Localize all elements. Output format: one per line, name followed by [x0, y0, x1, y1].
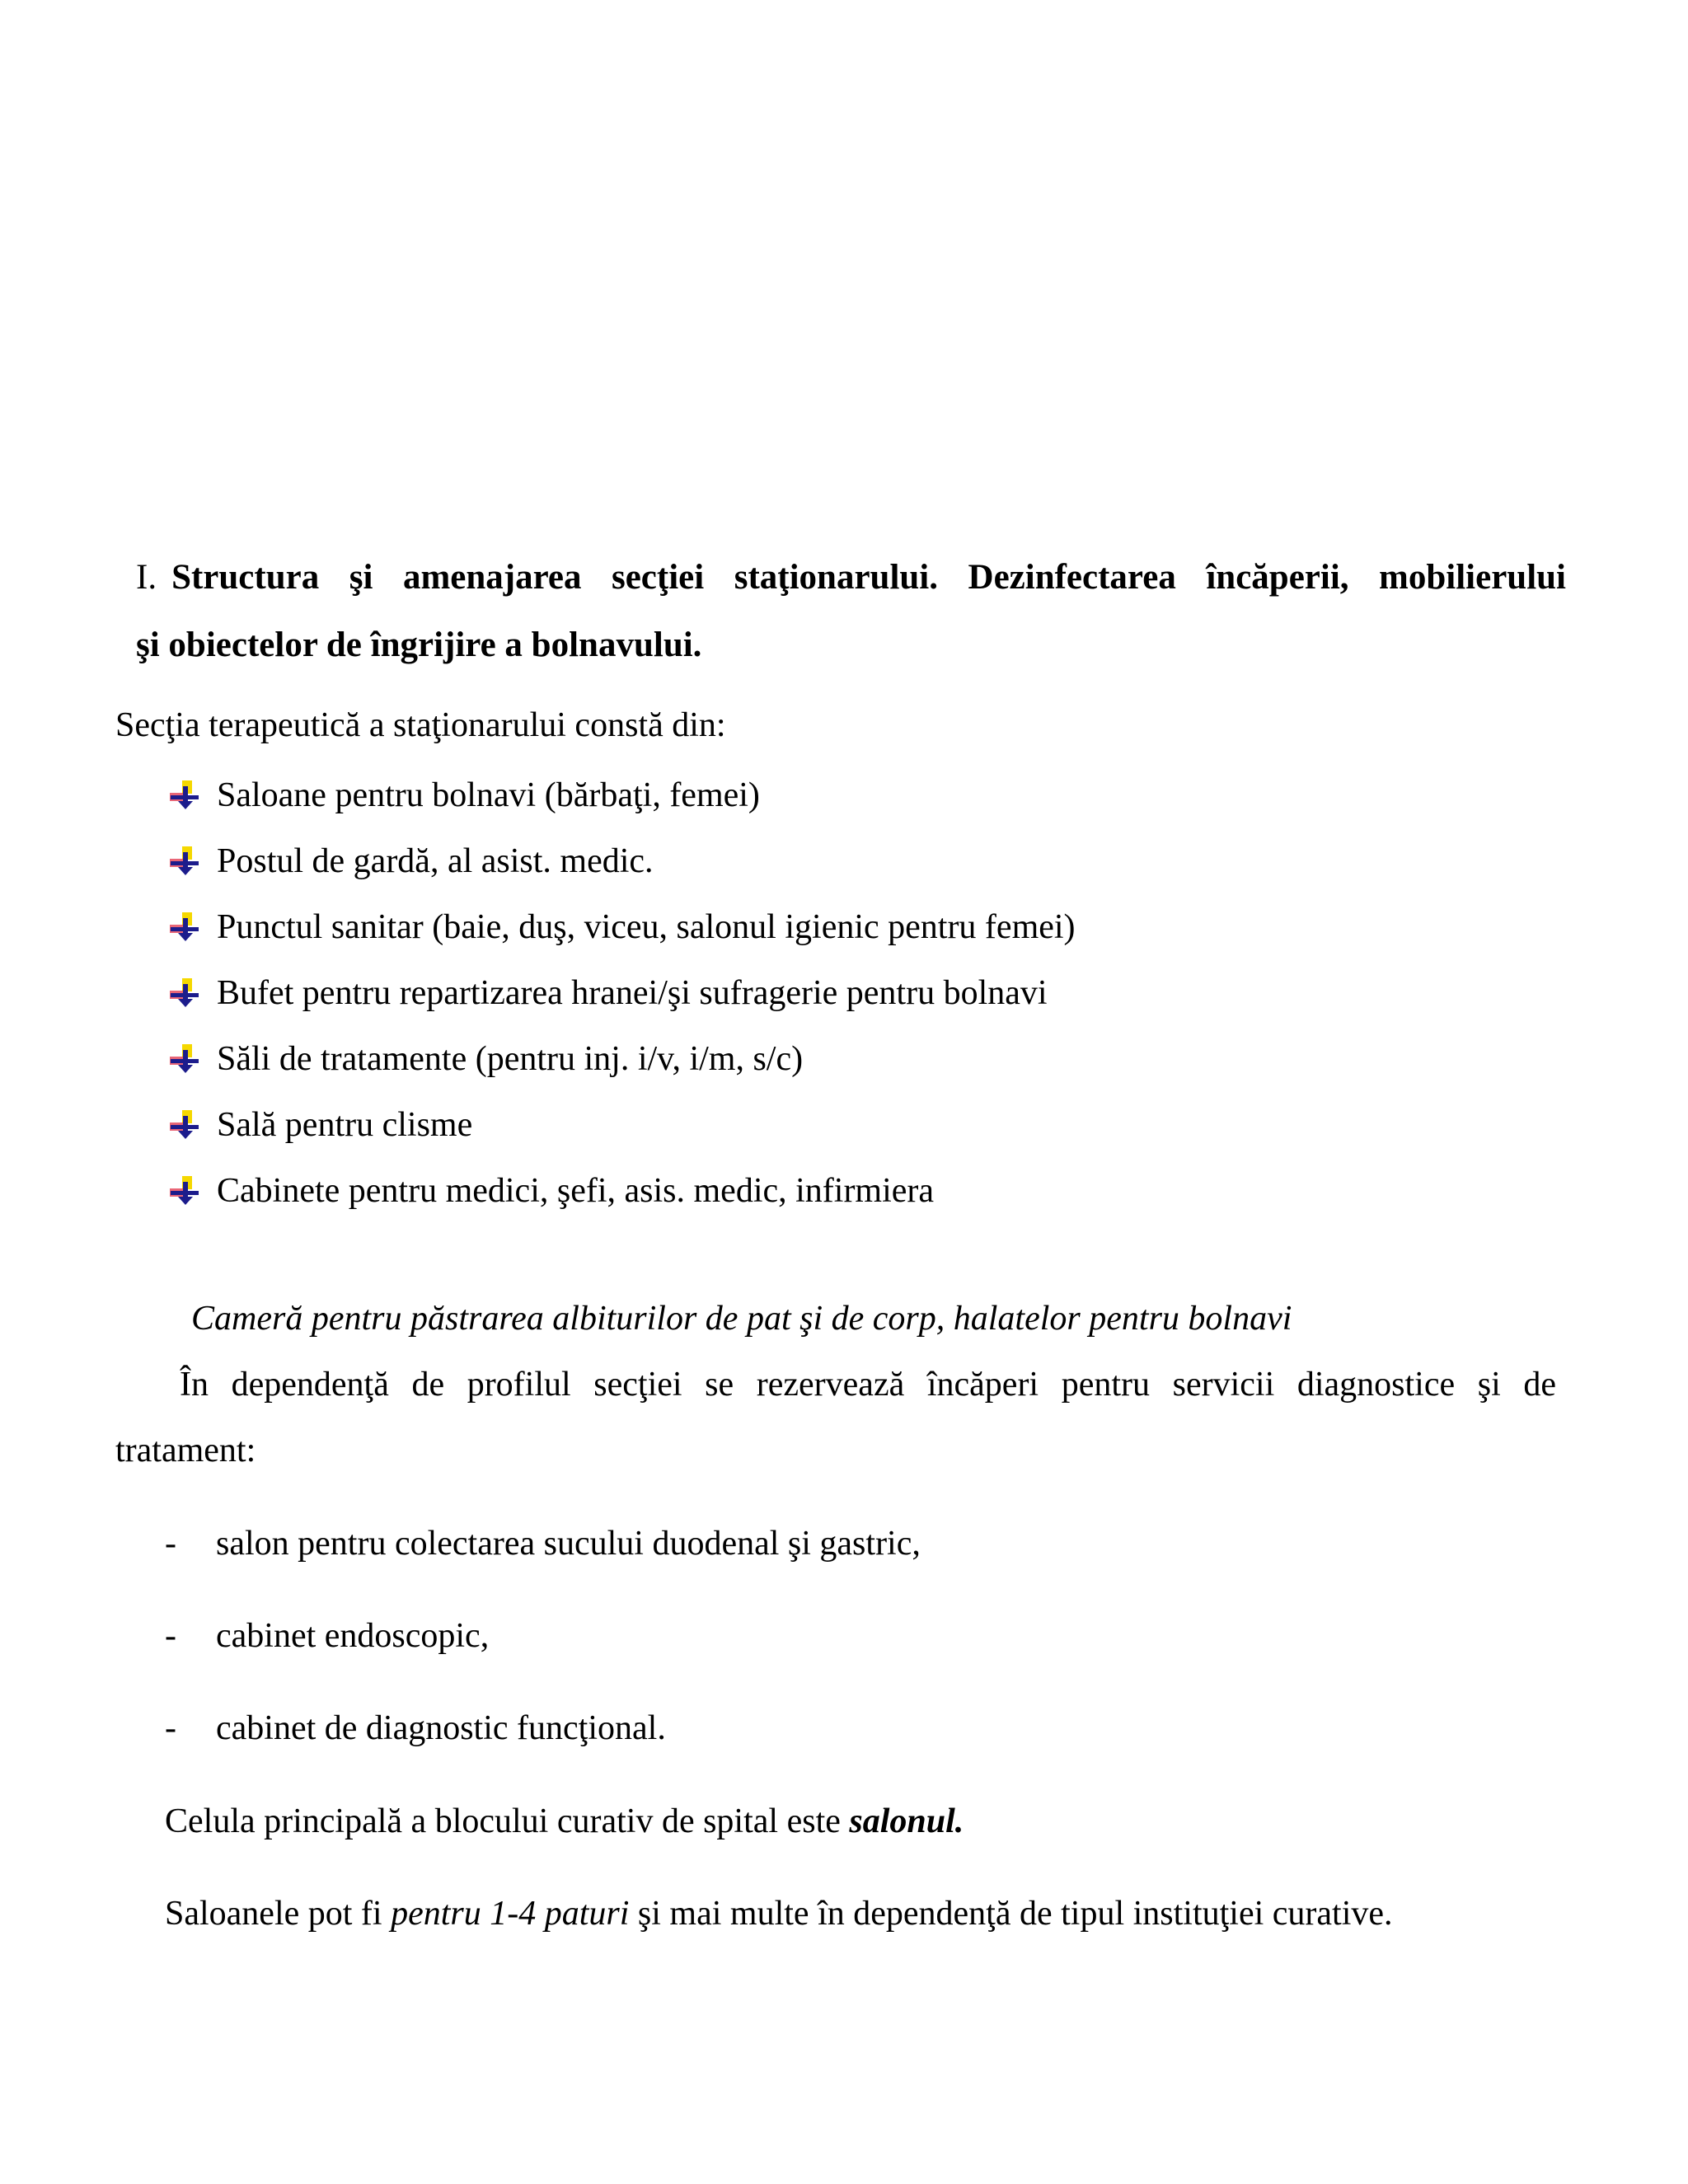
sentence-beds [165, 1893, 1393, 1934]
list-item-text: cabinet de diagnostic funcţional. [216, 1709, 666, 1747]
paragraph-line-1: În dependenţă de profilul secţiei se rezervează încăperi pentru servicii diagnostice şi de [180, 1366, 1556, 1404]
list-item [165, 1708, 666, 1749]
section-heading [136, 544, 1566, 679]
list-item-text: cabinet endoscopic, [216, 1617, 490, 1655]
dash-marker: - [165, 1617, 176, 1655]
list-item [169, 771, 760, 820]
arrow-down-bullet-icon [169, 780, 200, 811]
list-item [169, 1166, 934, 1216]
sentence-salon [165, 1801, 964, 1842]
list-item [169, 1100, 472, 1150]
list-item-text: Postul de gardă, al asist. medic. [217, 841, 654, 880]
arrow-down-bullet-icon [169, 1043, 200, 1075]
heading-text-1: Structura şi amenajarea secţiei staţionarului. Dezinfectarea încăperii, mobilierului [171, 558, 1566, 597]
list-item [169, 902, 1076, 952]
heading-number: I. [136, 558, 157, 597]
arrow-down-bullet-icon [169, 977, 200, 1009]
italic-note: Cameră pentru păstrarea albiturilor de pat şi de corp, halatelor pentru bolnavi [191, 1300, 1292, 1338]
list-item [169, 837, 654, 886]
dash-marker: - [165, 1709, 176, 1747]
list-item-text: salon pentru colectarea sucului duodenal şi gastric, [216, 1525, 921, 1563]
arrow-down-bullet-icon [169, 1175, 200, 1207]
sentence-beds-emphasis: pentru 1-4 paturi [391, 1895, 630, 1933]
list-item-text: Punctul sanitar (baie, duş, viceu, salonul igienic pentru femei) [217, 907, 1076, 946]
list-item-text: Cabinete pentru medici, şefi, asis. medic, infirmiera [217, 1171, 935, 1210]
heading-line-1 [136, 544, 1566, 612]
sentence-beds-before: Saloanele pot fi [165, 1895, 392, 1933]
list-item-text: Săli de tratamente (pentru inj. i/v, i/m, s/c) [217, 1039, 804, 1078]
list-item [165, 1523, 921, 1564]
list-item [169, 968, 1048, 1018]
list-item-text: Sală pentru clisme [217, 1105, 473, 1144]
arrow-down-bullet-icon [169, 846, 200, 877]
list-item-text: Saloane pentru bolnavi (bărbaţi, femei) [217, 776, 760, 814]
list-item [165, 1615, 489, 1657]
intro-text: Secţia terapeutică a staţionarului constă din: [115, 706, 726, 744]
list-item-text: Bufet pentru repartizarea hranei/şi sufragerie pentru bolnavi [217, 973, 1048, 1012]
arrow-down-bullet-icon [169, 1109, 200, 1141]
list-item [169, 1034, 803, 1084]
paragraph-line-2: tratament: [115, 1432, 256, 1469]
sentence-salon-text: Celula principală a blocului curativ de spital este [165, 1802, 850, 1840]
sentence-salon-emphasis: salonul. [849, 1802, 964, 1840]
dash-marker: - [165, 1525, 176, 1563]
sentence-beds-after: şi mai multe în dependenţă de tipul instituţiei curative. [629, 1895, 1393, 1933]
arrow-down-bullet-icon [169, 912, 200, 943]
heading-line-2: şi obiectelor de îngrijire a bolnavului. [136, 626, 702, 664]
